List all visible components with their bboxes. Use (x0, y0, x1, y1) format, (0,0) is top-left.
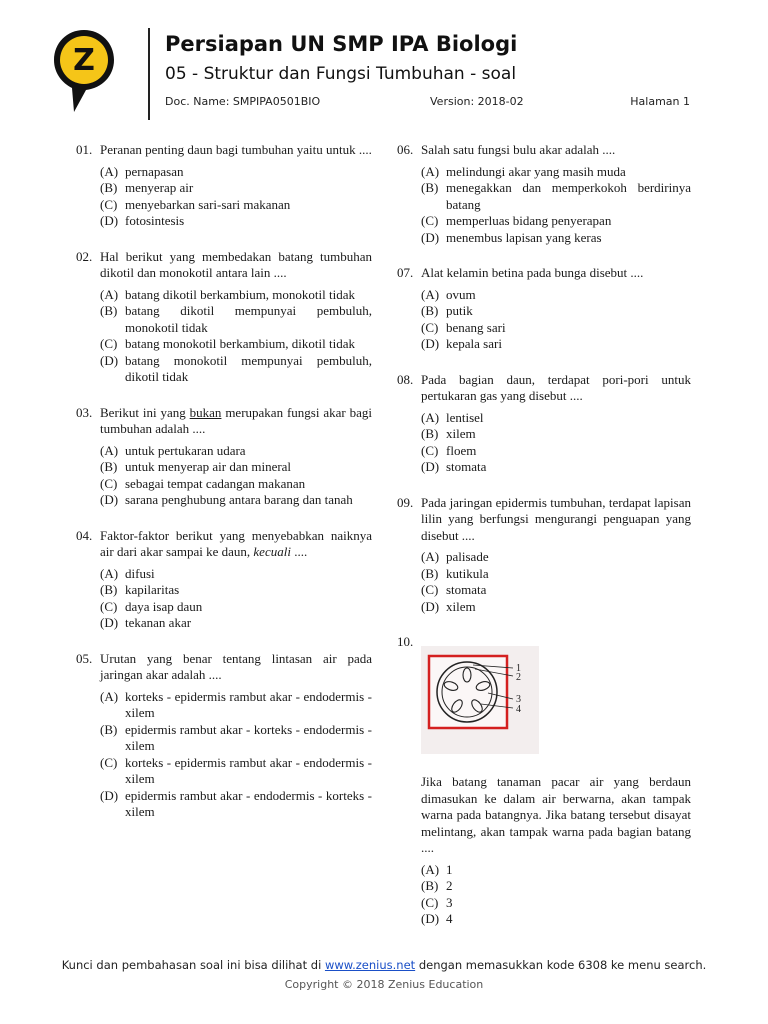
question-text: Hal berikut yang membedakan batang tumbuhan dikotil dan monokotil antara lain .... (100, 248, 372, 280)
logo-letter: Z (73, 43, 95, 78)
option-a (421, 549, 691, 566)
option-label: (A) (100, 688, 119, 704)
option-c (100, 755, 372, 788)
question-number: 02. (76, 248, 93, 264)
option-label: (C) (100, 754, 118, 770)
option-a (100, 443, 372, 460)
option-d (100, 353, 372, 386)
option-text: batang monokotil mempunyai pembuluh, dikotil tidak (125, 352, 372, 384)
option-label: (D) (100, 615, 119, 630)
option-d (421, 911, 691, 928)
option-label: (B) (100, 582, 118, 597)
option-b (421, 303, 691, 320)
question-number: 09. (397, 494, 414, 510)
option-text: melindungi akar yang masih muda (446, 163, 626, 179)
option-label: (A) (421, 163, 440, 179)
question-number: 04. (76, 527, 93, 543)
option-text: kutikula (446, 565, 489, 581)
question-10 (397, 634, 691, 928)
copyright: Copyright © 2018 Zenius Education (284, 978, 484, 991)
question-number: 06. (397, 142, 414, 157)
option-text: korteks - epidermis rambut akar - endodermis - xilem (125, 688, 372, 720)
option-label: (C) (100, 336, 118, 351)
option-a (100, 689, 372, 722)
option-a (421, 862, 691, 879)
figure-label-3: 3 (516, 694, 521, 705)
option-text: xilem (446, 426, 476, 441)
option-text: batang monokotil berkambium, dikotil tidak (125, 336, 355, 351)
option-label: (D) (421, 911, 440, 926)
option-c (100, 336, 372, 353)
option-text: untuk pertukaran udara (125, 442, 246, 458)
question-text: Urutan yang benar tentang lintasan air pada jaringan akar adalah .... (100, 650, 372, 682)
question-number: 03. (76, 404, 93, 420)
option-d (421, 459, 691, 476)
option-text: kepala sari (446, 336, 502, 351)
option-b (100, 180, 372, 197)
option-label: (C) (100, 196, 118, 212)
option-b (421, 426, 691, 443)
option-a (421, 410, 691, 427)
emphasis-underlined: bukan (189, 404, 222, 420)
option-label: (D) (100, 213, 119, 228)
document-title: Persiapan UN SMP IPA Biologi (165, 32, 518, 56)
option-d (421, 599, 691, 616)
option-text: pernapasan (125, 163, 184, 179)
left-column (76, 142, 372, 840)
option-label: (C) (421, 319, 439, 335)
option-text: untuk menyerap air dan mineral (125, 459, 292, 474)
option-text: putik (446, 303, 473, 318)
option-label: (D) (421, 229, 440, 245)
option-text: menyebarkan sari-sari makanan (125, 196, 291, 212)
figure-label-1: 1 (516, 663, 521, 674)
option-d (421, 230, 691, 247)
option-list (421, 410, 691, 476)
option-label: (B) (100, 459, 118, 474)
option-d (100, 788, 372, 821)
option-label: (D) (421, 459, 440, 474)
option-text: fotosintesis (125, 213, 185, 228)
question-text: Peranan penting daun bagi tumbuhan yaitu untuk .... (100, 142, 372, 157)
option-text: stomata (446, 459, 487, 474)
option-list (421, 287, 691, 353)
option-text: memperluas bidang penyerapan (446, 213, 612, 228)
option-list (100, 566, 372, 632)
option-text: sarana penghubung antara barang dan tanah (125, 492, 353, 507)
option-text: menegakkan dan memperkokoh berdirinya batang (446, 180, 691, 212)
option-d (100, 213, 372, 230)
stem-cross-section-figure (421, 646, 539, 754)
option-label: (A) (421, 286, 440, 302)
option-c (421, 320, 691, 337)
question-04 (76, 528, 372, 632)
option-label: (D) (100, 352, 119, 368)
question-08 (397, 372, 691, 476)
option-text: 2 (446, 878, 453, 893)
option-text: korteks - epidermis rambut akar - endodermis - xilem (125, 754, 372, 786)
option-c (100, 197, 372, 214)
option-label: (B) (421, 878, 439, 893)
option-label: (C) (100, 598, 118, 614)
option-label: (D) (100, 787, 119, 803)
option-text: stomata (446, 582, 487, 597)
question-text (100, 405, 372, 438)
option-b (100, 582, 372, 599)
option-a (421, 287, 691, 304)
question-text (100, 528, 372, 561)
footer-text: dengan memasukkan kode 6308 ke menu search. (415, 958, 707, 972)
option-c (421, 582, 691, 599)
question-text-part: Berikut ini yang (100, 404, 190, 420)
option-label: (A) (100, 442, 119, 458)
option-label: (C) (421, 582, 439, 597)
question-text-part: merupakan fungsi akar bagi tumbuhan adalah .... (100, 404, 372, 436)
question-09 (397, 495, 691, 616)
option-b (421, 878, 691, 895)
doc-version: Version: 2018-02 (430, 95, 524, 108)
option-b (100, 459, 372, 476)
option-label: (D) (100, 492, 119, 507)
right-column (397, 142, 691, 947)
option-text: difusi (125, 565, 155, 581)
option-text: epidermis rambut akar - endodermis - korteks - xilem (125, 787, 372, 819)
question-text-part: .... (290, 544, 308, 559)
zenius-logo (52, 28, 116, 114)
option-text: kapilaritas (125, 582, 180, 597)
option-label: (C) (421, 442, 439, 458)
option-label: (B) (100, 180, 118, 195)
page-number: Halaman 1 (630, 95, 690, 108)
question-text: Alat kelamin betina pada bunga disebut .... (421, 265, 644, 280)
option-label: (C) (421, 213, 439, 228)
option-label: (C) (421, 894, 439, 910)
option-label: (A) (100, 163, 119, 179)
option-label: (B) (100, 303, 118, 318)
option-list (100, 287, 372, 386)
option-b (421, 566, 691, 583)
question-02 (76, 249, 372, 386)
option-text: batang dikotil berkambium, monokotil tidak (125, 286, 355, 302)
option-d (100, 615, 372, 632)
question-03 (76, 405, 372, 509)
option-text: menembus lapisan yang keras (446, 229, 602, 245)
option-list (421, 549, 691, 615)
option-label: (D) (421, 598, 440, 614)
document-subtitle: 05 - Struktur dan Fungsi Tumbuhan - soal (165, 64, 517, 84)
question-text: Salah satu fungsi bulu akar adalah .... (421, 142, 616, 157)
question-number: 08. (397, 371, 414, 387)
option-b (421, 180, 691, 213)
option-c (421, 895, 691, 912)
option-c (100, 599, 372, 616)
question-number: 05. (76, 650, 93, 666)
option-a (100, 566, 372, 583)
option-label: (B) (421, 565, 439, 581)
option-list (100, 443, 372, 509)
figure-label-2: 2 (516, 672, 521, 683)
option-text: epidermis rambut akar - korteks - endodermis - xilem (125, 721, 372, 753)
option-text: daya isap daun (125, 598, 203, 614)
doc-name: Doc. Name: SMPIPA0501BIO (165, 95, 321, 108)
option-c (421, 213, 691, 230)
option-text: sebagai tempat cadangan makanan (125, 475, 306, 491)
option-b (100, 722, 372, 755)
option-text: floem (446, 442, 477, 458)
header-divider (148, 28, 150, 120)
option-a (421, 164, 691, 181)
option-list (421, 862, 691, 928)
option-label: (A) (100, 565, 119, 581)
option-a (100, 164, 372, 181)
question-text: Pada bagian daun, terdapat pori-pori untuk pertukaran gas yang disebut .... (421, 371, 691, 403)
option-c (421, 443, 691, 460)
question-01 (76, 142, 372, 230)
question-text: Jika batang tanaman pacar air yang berdaun dimasukan ke dalam air berwarna, akan tampak warna pada batangnya. Jika batang tersebut disayat melintang, akan tampak warna pada bagian batang .... (421, 774, 691, 855)
footer-text: Kunci dan pembahasan soal ini bisa dilihat di (61, 958, 325, 972)
option-b (100, 303, 372, 336)
option-label: (B) (421, 303, 439, 318)
option-list (100, 164, 372, 230)
question-number: 01. (76, 142, 93, 157)
question-07 (397, 265, 691, 353)
option-a (100, 287, 372, 304)
option-list (421, 164, 691, 247)
stem-cross-section-diagram (421, 646, 539, 754)
option-label: (A) (421, 409, 440, 425)
option-text: 3 (446, 894, 453, 910)
option-label: (B) (421, 180, 439, 195)
option-label: (D) (421, 336, 440, 351)
option-label: (C) (100, 475, 118, 491)
option-d (421, 336, 691, 353)
option-label: (A) (421, 861, 440, 877)
option-text: menyerap air (125, 180, 194, 195)
zenius-link[interactable]: www.zenius.net (324, 958, 416, 972)
option-text: batang dikotil mempunyai pembuluh, monokotil tidak (125, 303, 372, 335)
question-05 (76, 651, 372, 821)
option-label: (A) (421, 549, 440, 564)
option-text: benang sari (446, 319, 506, 335)
question-text-part: Faktor-faktor berikut yang menyebabkan naiknya air dari akar sampai ke daun, (100, 527, 372, 559)
option-text: palisade (446, 549, 489, 564)
option-text: 1 (446, 861, 453, 877)
question-06 (397, 142, 691, 246)
option-c (100, 476, 372, 493)
option-label: (B) (100, 721, 118, 737)
option-text: lentisel (446, 409, 484, 425)
option-list (100, 689, 372, 821)
footer-note (0, 958, 768, 972)
question-text: Pada jaringan epidermis tumbuhan, terdapat lapisan lilin yang berfungsi mengurangi penguapan yang disebut .... (421, 494, 691, 543)
question-number: 07. (397, 265, 414, 280)
option-text: xilem (446, 598, 476, 614)
option-d (100, 492, 372, 509)
option-text: 4 (446, 911, 453, 926)
option-label: (A) (100, 286, 119, 302)
option-label: (B) (421, 426, 439, 441)
emphasis-italic: kecuali (253, 544, 291, 559)
question-number: 10. (397, 634, 414, 649)
option-text: tekanan akar (125, 615, 192, 630)
figure-label-4: 4 (516, 704, 521, 715)
option-text: ovum (446, 286, 476, 302)
